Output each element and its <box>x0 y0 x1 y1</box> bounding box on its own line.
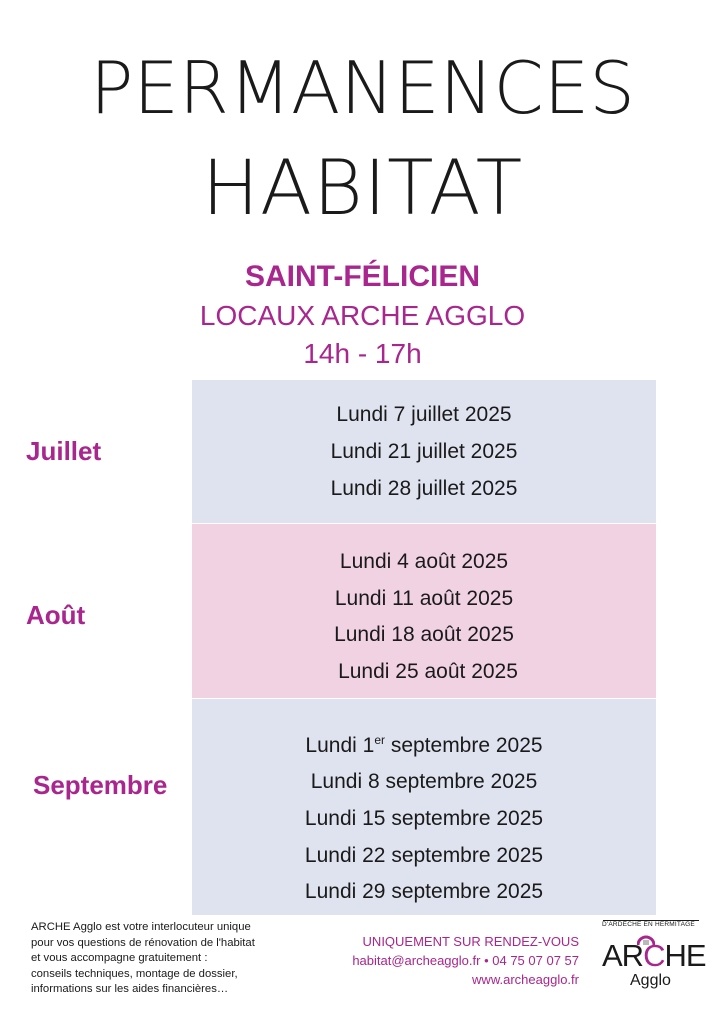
page-title-line1: PERMANENCES <box>90 46 635 130</box>
ordinal-suffix: er <box>374 733 385 747</box>
description-line: pour vos questions de rénovation de l'habitat <box>31 936 255 949</box>
separator-bullet: • <box>484 953 489 968</box>
city-name: SAINT-FÉLICIEN <box>244 260 480 293</box>
opening-hours: 14h - 17h <box>303 338 422 369</box>
date-item: Lundi 18 août 2025 <box>334 623 514 646</box>
service-description <box>31 920 301 998</box>
date-item: Lundi 29 septembre 2025 <box>304 880 544 903</box>
date-item: Lundi 7 juillet 2025 <box>336 403 512 426</box>
contact-line <box>352 953 579 968</box>
description-line: ARCHE Agglo est votre interlocuteur unique <box>31 921 251 933</box>
date-item <box>192 734 656 758</box>
logo-tagline: D'ARDÈCHE EN HERMITAGE <box>602 921 695 928</box>
month-label-july: Juillet <box>26 436 102 466</box>
date-item: Lundi 8 septembre 2025 <box>310 770 538 793</box>
logo-wordmark <box>602 940 706 971</box>
page-title-line2: HABITAT <box>201 143 524 232</box>
date-item: Lundi 11 août 2025 <box>334 587 514 610</box>
appointment-notice: UNIQUEMENT SUR RENDEZ-VOUS <box>362 934 579 949</box>
date-item: Lundi 25 août 2025 <box>338 660 518 683</box>
phone-number[interactable]: 04 75 07 07 57 <box>492 953 579 968</box>
website-link[interactable]: www.archeagglo.fr <box>472 972 579 987</box>
logo-wordmark-part: HE <box>664 938 706 973</box>
logo-subtitle: Agglo <box>630 972 671 989</box>
date-item: Lundi 22 septembre 2025 <box>304 844 544 867</box>
logo-wordmark-accent: C <box>643 938 665 973</box>
arche-agglo-logo <box>600 918 706 998</box>
date-item: Lundi 4 août 2025 <box>339 550 509 573</box>
description-line: informations sur les aides financières… <box>31 983 229 995</box>
description-line: conseils techniques, montage de dossier, <box>31 967 238 980</box>
venue-name: LOCAUX ARCHE AGGLO <box>199 300 526 331</box>
email-link[interactable]: habitat@archeagglo.fr <box>352 953 481 968</box>
description-line: et vous accompagne gratuitement : <box>31 952 208 964</box>
date-item: Lundi 15 septembre 2025 <box>304 807 544 830</box>
date-prefix: Lundi 1 <box>305 734 375 757</box>
month-label-august: Août <box>26 600 86 630</box>
date-item: Lundi 21 juillet 2025 <box>330 440 518 463</box>
month-label-september: Septembre <box>33 770 168 800</box>
logo-wordmark-part: AR <box>602 938 644 973</box>
date-suffix: septembre 2025 <box>384 734 543 757</box>
date-item: Lundi 28 juillet 2025 <box>330 477 518 500</box>
